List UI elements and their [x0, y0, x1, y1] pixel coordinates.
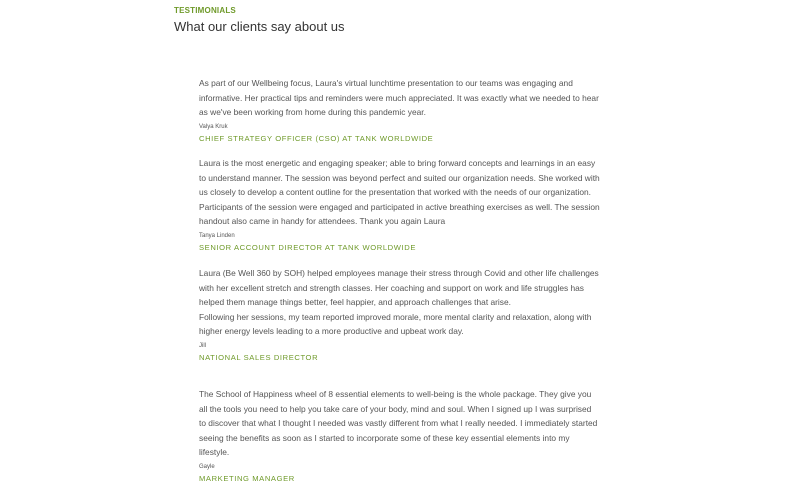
- testimonial-author: Valya Kruk: [199, 123, 228, 130]
- quote-line: Laura (Be Well 360 by SOH) helped employees manage their stress through Covid and other life challenges: [199, 268, 599, 278]
- quote-line: to discover that what I thought I needed was vastly different from what I really needed. I immediately started: [199, 418, 598, 429]
- quote-line: The School of Happiness wheel of 8 essential elements to well-being is the whole package. They give you: [199, 389, 592, 399]
- testimonial-role: CHIEF STRATEGY OFFICER (CSO) AT TANK WORLDWIDE: [199, 133, 434, 143]
- quote-line: informative. Her practical tips and reminders were much appreciated. It was exactly what we needed to hear: [199, 92, 599, 103]
- testimonial-quote: [199, 156, 609, 229]
- quote-line: higher energy levels leading to a more productive and upbeat work day.: [199, 326, 464, 337]
- testimonial-role: NATIONAL SALES DIRECTOR: [199, 352, 319, 362]
- testimonial-author: Tanya Linden: [199, 232, 235, 239]
- quote-line: as we've been working from home during this pandemic year.: [199, 107, 426, 118]
- testimonial-item: [199, 266, 609, 363]
- quote-line: Laura is the most energetic and engaging speaker; able to bring forward concepts and learnings in an easy: [199, 158, 596, 168]
- testimonial-quote: [199, 387, 609, 460]
- quote-line: helped them manage things better, feel happier, and approach challenges that arise.: [199, 297, 511, 308]
- quote-line: As part of our Wellbeing focus, Laura's virtual lunchtime presentation to our teams was engaging and: [199, 78, 573, 88]
- quote-line: Participants of the session were engaged and participated in active breathing exercises as well. The session: [199, 201, 600, 212]
- testimonial-role: SENIOR ACCOUNT DIRECTOR AT TANK WORLDWIDE: [199, 242, 416, 252]
- testimonial-author: Gayle: [199, 463, 215, 470]
- testimonial-role: MARKETING MANAGER: [199, 473, 295, 483]
- testimonial-item: [199, 156, 609, 253]
- section-eyebrow: TESTIMONIALS: [174, 6, 236, 15]
- quote-line: Following her sessions, my team reported improved morale, more mental clarity and relaxation, along with: [199, 311, 592, 322]
- testimonial-quote: [199, 266, 609, 339]
- testimonials-header: [174, 6, 345, 35]
- quote-line: us closely to develop a content outline for the presentation that worked with the needs of our organization.: [199, 187, 592, 198]
- testimonial-quote: [199, 76, 609, 120]
- quote-line: to understand manner. The session was beyond perfect and suited our organization needs. She worked with: [199, 172, 600, 183]
- testimonial-item: [199, 387, 609, 484]
- section-title: What our clients say about us: [174, 19, 345, 34]
- quote-line: handout also came in handy for attendees. Thank you again Laura: [199, 216, 446, 227]
- quote-line: seeing the benefits as soon as I started to incorporate some of these key essential elements into my: [199, 432, 570, 443]
- testimonial-item: [199, 76, 609, 144]
- quote-line: with her excellent stretch and strength classes. Her coaching and support on work and life struggles has: [199, 282, 584, 293]
- quote-line: lifestyle.: [199, 447, 230, 458]
- quote-line: all the tools you need to help you take care of your body, mind and soul. When I signed up I was surprised: [199, 403, 592, 414]
- testimonial-author: Jill: [199, 342, 206, 349]
